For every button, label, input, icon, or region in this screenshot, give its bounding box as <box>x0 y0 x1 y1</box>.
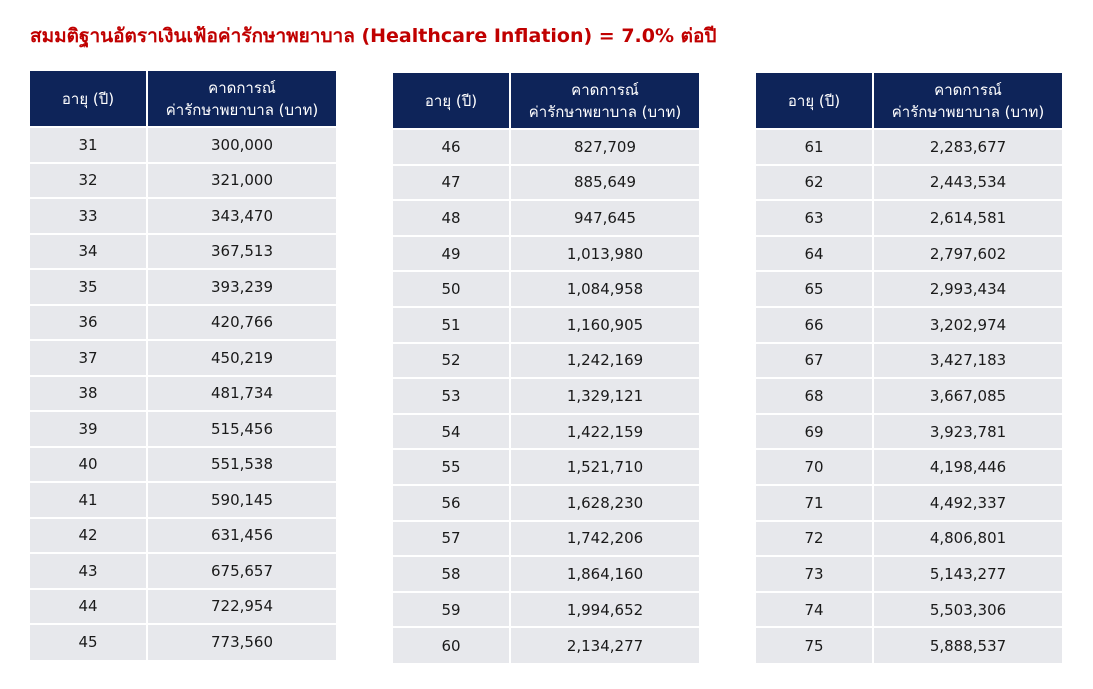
cost-cell: 773,560 <box>147 624 336 660</box>
age-cell: 53 <box>393 378 510 414</box>
table-row <box>30 624 336 660</box>
cost-cell: 3,667,085 <box>873 378 1062 414</box>
cost-cell: 4,806,801 <box>873 521 1062 557</box>
cost-column-header <box>510 73 699 129</box>
page-title: สมมติฐานอัตราเงินเฟ้อค่ารักษาพยาบาล (Healthcare Inflation) = 7.0% ต่อปี <box>30 25 717 47</box>
cost-cell: 722,954 <box>147 589 336 625</box>
age-cell: 64 <box>756 236 873 272</box>
cost-header-line-1: คาดการณ์ <box>208 78 276 97</box>
table-row <box>393 627 699 663</box>
age-cell: 67 <box>756 343 873 379</box>
age-cell: 51 <box>393 307 510 343</box>
cost-cell: 5,503,306 <box>873 592 1062 628</box>
table-row <box>30 411 336 447</box>
cost-table-1 <box>30 71 336 660</box>
table-row <box>756 449 1062 485</box>
cost-cell: 885,649 <box>510 165 699 201</box>
age-column-header: อายุ (ปี) <box>30 71 147 127</box>
age-cell: 34 <box>30 234 147 270</box>
cost-cell: 675,657 <box>147 553 336 589</box>
age-cell: 60 <box>393 627 510 663</box>
cost-cell: 321,000 <box>147 163 336 199</box>
table-row <box>30 234 336 270</box>
age-cell: 63 <box>756 200 873 236</box>
table-row <box>393 271 699 307</box>
cost-cell: 1,742,206 <box>510 521 699 557</box>
table-row <box>30 340 336 376</box>
age-cell: 75 <box>756 627 873 663</box>
cost-cell: 827,709 <box>510 129 699 165</box>
cost-cell: 3,202,974 <box>873 307 1062 343</box>
cost-cell: 5,888,537 <box>873 627 1062 663</box>
table-row <box>756 556 1062 592</box>
table-row <box>30 127 336 163</box>
cost-cell: 1,521,710 <box>510 449 699 485</box>
table-row <box>30 376 336 412</box>
age-cell: 38 <box>30 376 147 412</box>
cost-cell: 367,513 <box>147 234 336 270</box>
age-cell: 32 <box>30 163 147 199</box>
age-column-header: อายุ (ปี) <box>393 73 510 129</box>
table-row <box>756 129 1062 165</box>
table-row <box>393 556 699 592</box>
cost-cell: 1,329,121 <box>510 378 699 414</box>
age-cell: 50 <box>393 271 510 307</box>
table-row <box>756 592 1062 628</box>
cost-cell: 631,456 <box>147 518 336 554</box>
cost-header-line-2: ค่ารักษาพยาบาล (บาท) <box>891 102 1045 121</box>
table-row <box>393 200 699 236</box>
cost-cell: 2,993,434 <box>873 271 1062 307</box>
cost-cell: 1,864,160 <box>510 556 699 592</box>
table-row <box>30 163 336 199</box>
cost-cell: 420,766 <box>147 305 336 341</box>
cost-cell: 2,797,602 <box>873 236 1062 272</box>
age-cell: 57 <box>393 521 510 557</box>
cost-cell: 300,000 <box>147 127 336 163</box>
cost-table-2 <box>393 73 699 663</box>
cost-column-header <box>873 73 1062 129</box>
table-row <box>756 485 1062 521</box>
cost-cell: 1,994,652 <box>510 592 699 628</box>
cost-cell: 1,422,159 <box>510 414 699 450</box>
table-row <box>393 449 699 485</box>
cost-cell: 343,470 <box>147 198 336 234</box>
table-row <box>30 198 336 234</box>
cost-cell: 1,628,230 <box>510 485 699 521</box>
age-cell: 66 <box>756 307 873 343</box>
table-row <box>393 414 699 450</box>
cost-cell: 4,492,337 <box>873 485 1062 521</box>
age-cell: 49 <box>393 236 510 272</box>
cost-cell: 947,645 <box>510 200 699 236</box>
table-row <box>393 236 699 272</box>
cost-cell: 3,427,183 <box>873 343 1062 379</box>
table-row <box>756 521 1062 557</box>
age-cell: 54 <box>393 414 510 450</box>
age-cell: 56 <box>393 485 510 521</box>
table-row <box>30 589 336 625</box>
age-cell: 46 <box>393 129 510 165</box>
age-cell: 58 <box>393 556 510 592</box>
cost-cell: 515,456 <box>147 411 336 447</box>
age-cell: 40 <box>30 447 147 483</box>
age-cell: 41 <box>30 482 147 518</box>
age-cell: 73 <box>756 556 873 592</box>
age-cell: 52 <box>393 343 510 379</box>
cost-cell: 551,538 <box>147 447 336 483</box>
cost-cell: 2,134,277 <box>510 627 699 663</box>
age-cell: 35 <box>30 269 147 305</box>
age-cell: 47 <box>393 165 510 201</box>
cost-header-line-2: ค่ารักษาพยาบาล (บาท) <box>165 100 319 119</box>
table-row <box>393 165 699 201</box>
cost-cell: 1,160,905 <box>510 307 699 343</box>
age-cell: 65 <box>756 271 873 307</box>
age-cell: 69 <box>756 414 873 450</box>
table-row <box>756 236 1062 272</box>
age-cell: 37 <box>30 340 147 376</box>
cost-header-line-2: ค่ารักษาพยาบาล (บาท) <box>528 102 682 121</box>
table-row <box>393 378 699 414</box>
cost-cell: 450,219 <box>147 340 336 376</box>
age-cell: 59 <box>393 592 510 628</box>
table-row <box>756 200 1062 236</box>
age-cell: 36 <box>30 305 147 341</box>
age-cell: 62 <box>756 165 873 201</box>
table-row <box>393 485 699 521</box>
age-cell: 74 <box>756 592 873 628</box>
age-column-header: อายุ (ปี) <box>756 73 873 129</box>
table-row <box>756 627 1062 663</box>
age-cell: 70 <box>756 449 873 485</box>
age-cell: 71 <box>756 485 873 521</box>
cost-cell: 2,614,581 <box>873 200 1062 236</box>
cost-cell: 1,084,958 <box>510 271 699 307</box>
age-cell: 45 <box>30 624 147 660</box>
cost-cell: 5,143,277 <box>873 556 1062 592</box>
cost-header-line-1: คาดการณ์ <box>571 80 639 99</box>
cost-cell: 2,443,534 <box>873 165 1062 201</box>
cost-header-line-1: คาดการณ์ <box>934 80 1002 99</box>
age-cell: 39 <box>30 411 147 447</box>
cost-cell: 393,239 <box>147 269 336 305</box>
table-row <box>393 343 699 379</box>
cost-cell: 590,145 <box>147 482 336 518</box>
table-row <box>756 414 1062 450</box>
table-row <box>756 271 1062 307</box>
cost-cell: 481,734 <box>147 376 336 412</box>
age-cell: 33 <box>30 198 147 234</box>
table-header-row <box>30 71 336 127</box>
age-cell: 31 <box>30 127 147 163</box>
table-row <box>756 343 1062 379</box>
cost-cell: 1,242,169 <box>510 343 699 379</box>
age-cell: 72 <box>756 521 873 557</box>
table-row <box>756 307 1062 343</box>
age-cell: 42 <box>30 518 147 554</box>
table-row <box>30 447 336 483</box>
table-row <box>756 378 1062 414</box>
age-cell: 68 <box>756 378 873 414</box>
table-row <box>756 165 1062 201</box>
age-cell: 55 <box>393 449 510 485</box>
age-cell: 61 <box>756 129 873 165</box>
age-cell: 44 <box>30 589 147 625</box>
table-row <box>30 305 336 341</box>
cost-cell: 3,923,781 <box>873 414 1062 450</box>
table-header-row <box>756 73 1062 129</box>
table-header-row <box>393 73 699 129</box>
age-cell: 48 <box>393 200 510 236</box>
table-row <box>393 307 699 343</box>
cost-column-header <box>147 71 336 127</box>
cost-cell: 4,198,446 <box>873 449 1062 485</box>
cost-cell: 2,283,677 <box>873 129 1062 165</box>
table-row <box>393 521 699 557</box>
cost-cell: 1,013,980 <box>510 236 699 272</box>
table-row <box>30 269 336 305</box>
cost-table-3 <box>756 73 1062 663</box>
table-row <box>393 129 699 165</box>
table-row <box>30 518 336 554</box>
table-row <box>30 553 336 589</box>
table-row <box>393 592 699 628</box>
table-row <box>30 482 336 518</box>
age-cell: 43 <box>30 553 147 589</box>
